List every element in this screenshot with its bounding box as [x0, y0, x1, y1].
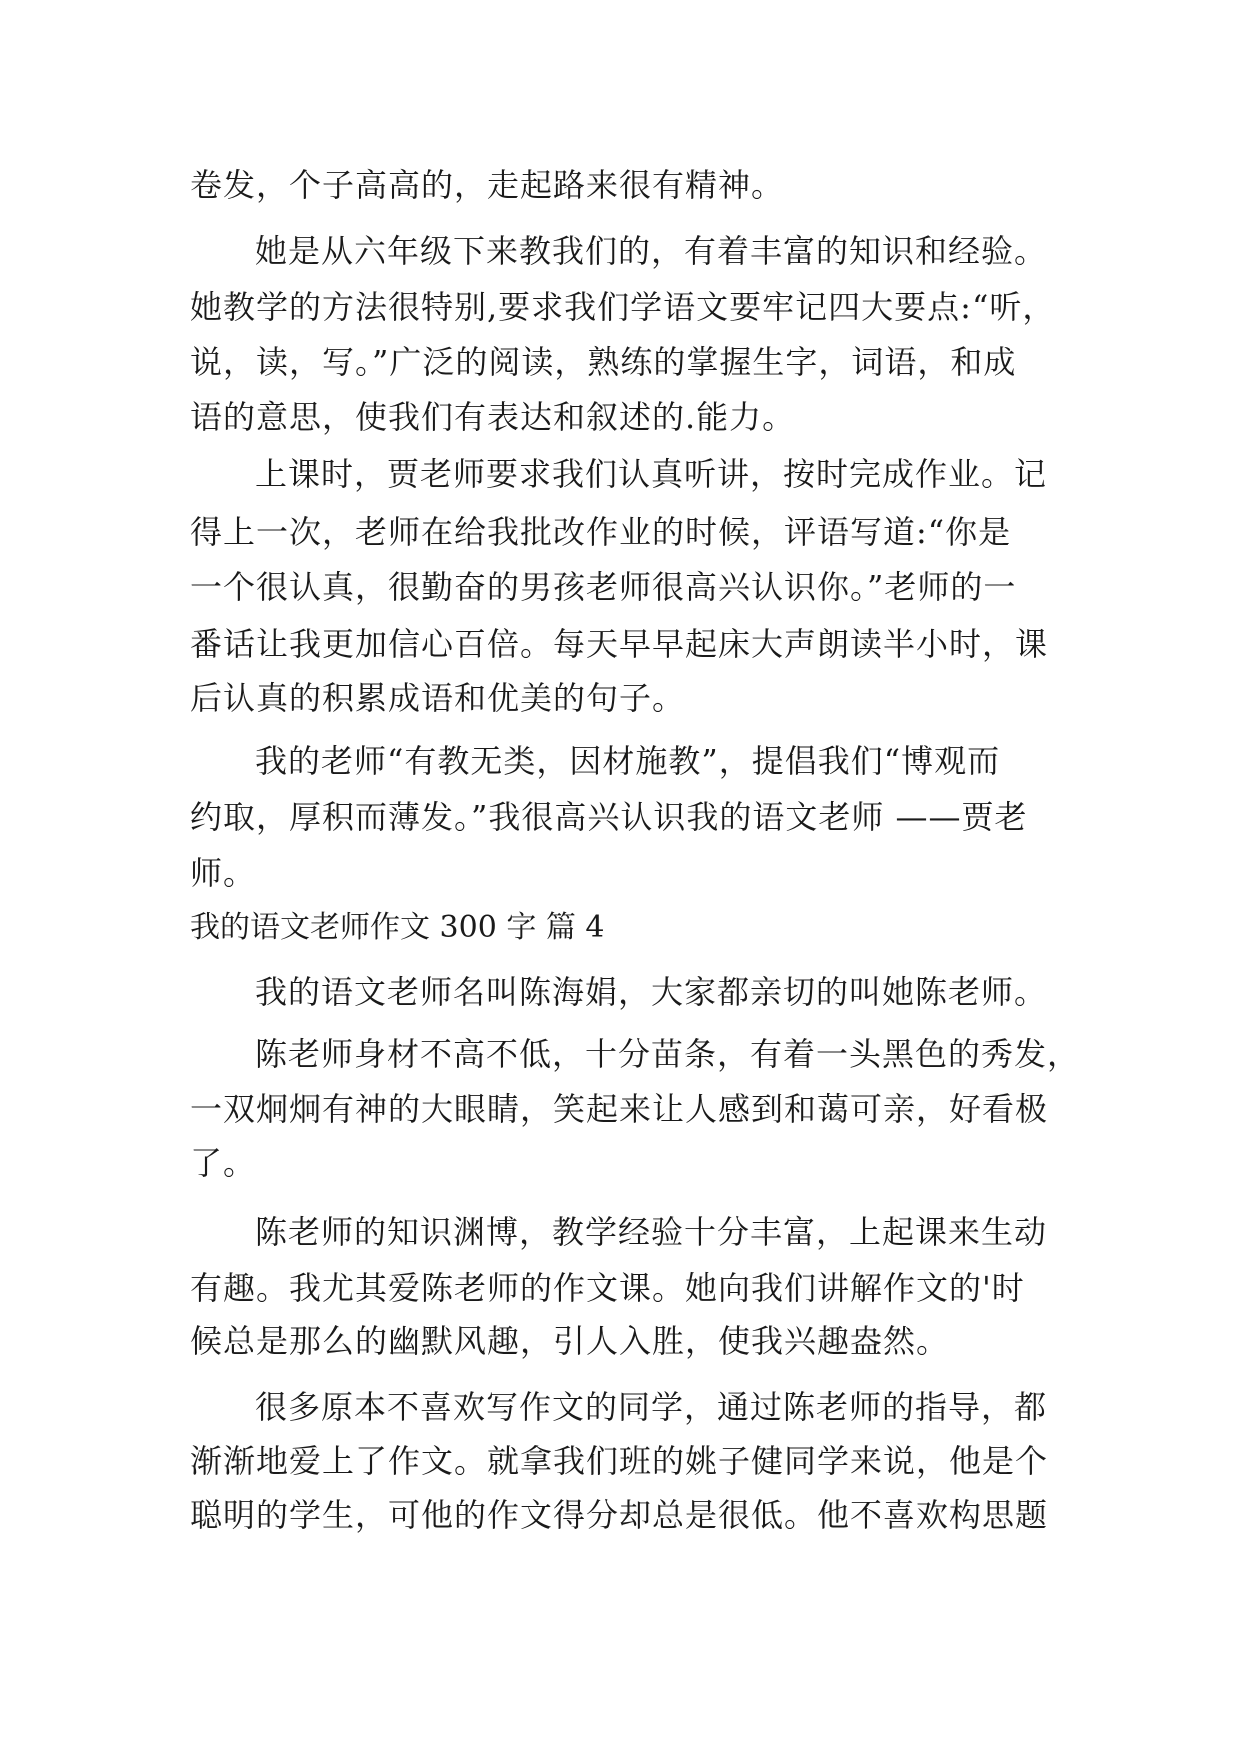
text-line: 渐渐地爱上了作文。就拿我们班的姚子健同学来说，他是个 [190, 1442, 1049, 1480]
text-line: 一双炯炯有神的大眼睛，笑起来让人感到和蔼可亲，好看极 [190, 1090, 1049, 1128]
text-line: 约取，厚积而薄发。”我很高兴认识我的语文老师 ——贾老 [190, 798, 1028, 836]
text-line: 她教学的方法很特别,要求我们学语文要牢记四大要点:“听， [190, 288, 1056, 326]
text-line: 得上一次，老师在给我批改作业的时候，评语写道:“你是 [190, 513, 1012, 551]
text-line: 师。 [190, 854, 257, 892]
text-line: 后认真的积累成语和优美的句子。 [190, 679, 686, 717]
paragraph-start-line: 陈老师的知识渊博，教学经验十分丰富，上起课来生动 [255, 1213, 1048, 1251]
text-line: 语的意思，使我们有表达和叙述的.能力。 [190, 398, 796, 436]
paragraph-start-line: 很多原本不喜欢写作文的同学，通过陈老师的指导，都 [255, 1388, 1048, 1426]
section-heading: 我的语文老师作文 300 字 篇 4 [190, 910, 605, 945]
text-line: 番话让我更加信心百倍。每天早早起床大声朗读半小时，课 [190, 625, 1049, 663]
text-line: 卷发，个子高高的，走起路来很有精神。 [190, 166, 785, 204]
text-line: 有趣。我尤其爱陈老师的作文课。她向我们讲解作文的'时 [190, 1269, 1025, 1307]
paragraph-start-line: 陈老师身材不高不低，十分苗条，有着一头黑色的秀发， [255, 1035, 1081, 1073]
text-line: 说，读，写。”广泛的阅读，熟练的掌握生字，词语，和成 [190, 343, 1017, 381]
paragraph-start-line: 我的语文老师名叫陈海娟，大家都亲切的叫她陈老师。 [255, 973, 1048, 1011]
text-line: 候总是那么的幽默风趣，引人入胜，使我兴趣盎然。 [190, 1322, 950, 1360]
text-line: 了。 [190, 1144, 257, 1182]
paragraph-start-line: 她是从六年级下来教我们的，有着丰富的知识和经验。 [255, 232, 1048, 270]
paragraph-start-line: 我的老师“有教无类，因材施教”，提倡我们“博观而 [255, 742, 1001, 780]
text-line: 一个很认真，很勤奋的男孩老师很高兴认识你。”老师的一 [190, 568, 1017, 606]
text-line: 聪明的学生，可他的作文得分却总是很低。他不喜欢构思题 [190, 1496, 1049, 1534]
paragraph-start-line: 上课时，贾老师要求我们认真听讲，按时完成作业。记 [255, 455, 1048, 493]
